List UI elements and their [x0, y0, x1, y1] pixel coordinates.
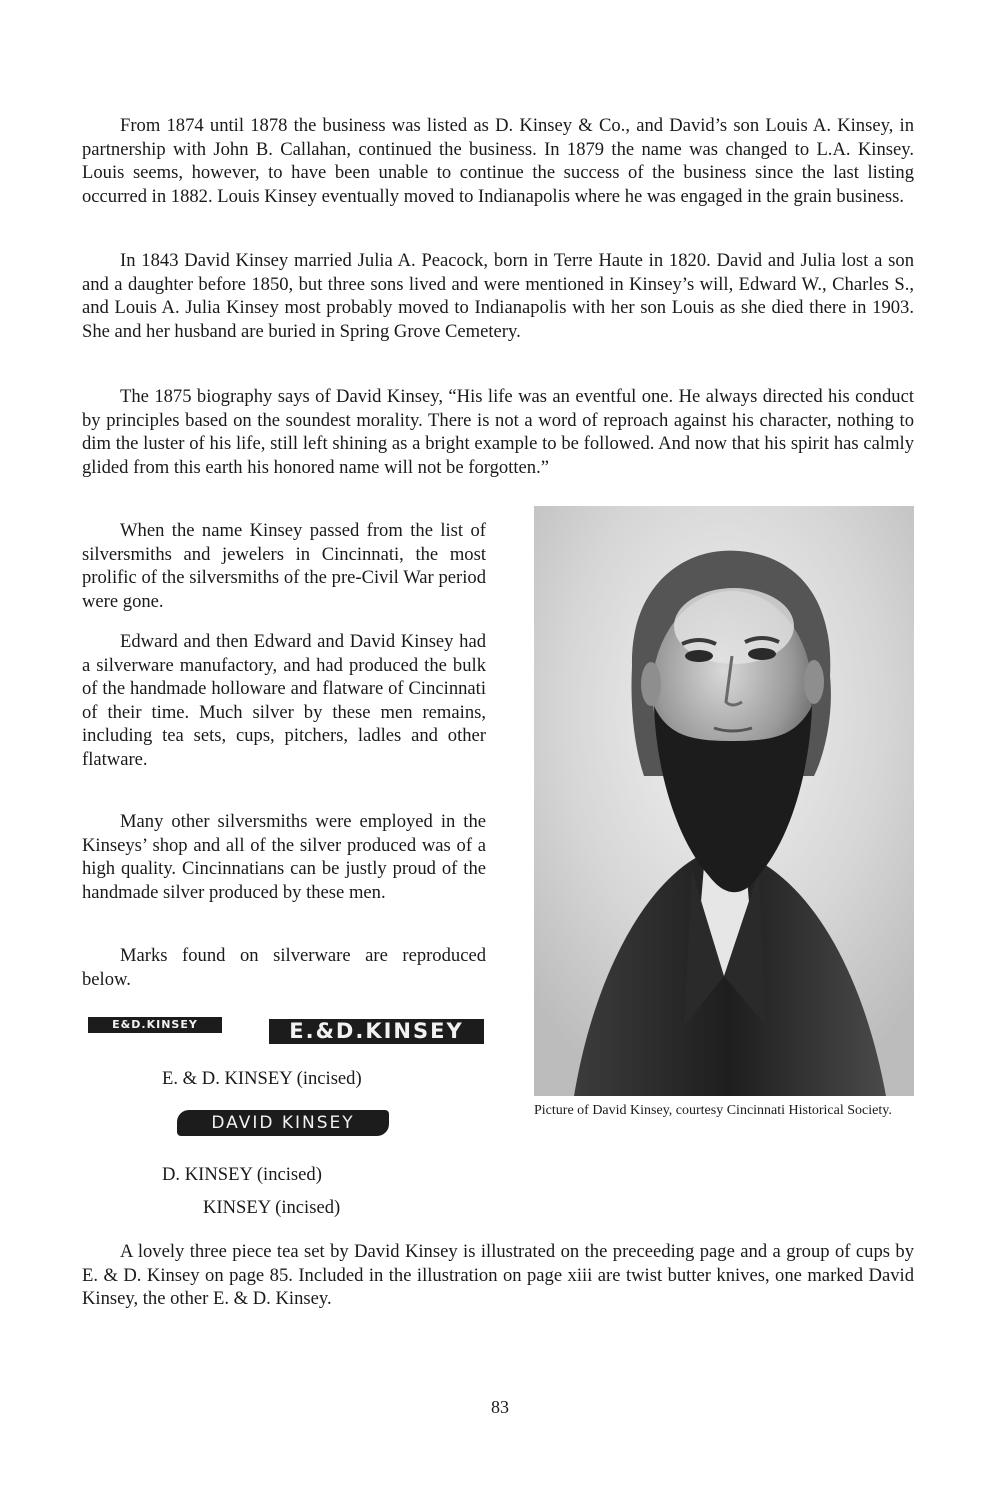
paragraph-shop-quality: Many other silversmiths were employed in the Kinseys’ shop and all of the silver produced was of a high quality. Cincinnatians can be justly proud of the handmade silver produced by these men.	[82, 811, 486, 903]
mark-caption-kinsey: KINSEY (incised)	[203, 1197, 341, 1218]
silver-mark-ed-kinsey-small: E&D.KINSEY	[88, 1017, 222, 1033]
mark-caption-ed-kinsey: E. & D. KINSEY (incised)	[162, 1068, 362, 1089]
portrait-illustration	[534, 506, 914, 1096]
silver-mark-ed-kinsey-large: E.&D.KINSEY	[269, 1019, 484, 1044]
paragraph-marks-intro: Marks found on silverware are reproduced below.	[82, 945, 486, 990]
paragraph-tea-set: A lovely three piece tea set by David Kinsey is illustrated on the preceeding page and a group of cups by E. & D. Kinsey on page 85. Included in the illustration on page xiii are twist butter knives, one marked David Kinsey, the other E. & D. Kinsey.	[82, 1241, 914, 1309]
paragraph-manufactory: Edward and then Edward and David Kinsey had a silverware manufactory, and had produced the bulk of the handmade holloware and flatware of Cincinnati of their time. Much silver by these men remains, including tea sets, cups, pitchers, ladles and other flatware.	[82, 631, 486, 770]
paragraph-business-history: From 1874 until 1878 the business was listed as D. Kinsey & Co., and David’s son Louis A. Kinsey, in partnership with John B. Callahan, continued the business. In 1879 the name was changed to L.A. Kinsey. Louis seems, however, to have been unable to continue the success of the business since the last listing occurred in 1882. Louis Kinsey eventually moved to Indianapolis where he was engaged in the grain business.	[82, 115, 914, 207]
paragraph-name-passed: When the name Kinsey passed from the list of silversmiths and jewelers in Cincinnati, the most prolific of the silversmiths of the pre-Civil War period were gone.	[82, 520, 486, 612]
mark-caption-d-kinsey: D. KINSEY (incised)	[162, 1164, 322, 1185]
paragraph-marriage: In 1843 David Kinsey married Julia A. Peacock, born in Terre Haute in 1820. David and Julia lost a son and a daughter before 1850, but three sons lived and were mentioned in Kinsey’s will, Edward W., Charles S., and Louis A. Julia Kinsey most probably moved to Indianapolis with her son Louis as she died there in 1903. She and her husband are buried in Spring Grove Cemetery.	[82, 250, 914, 342]
portrait-photo	[534, 506, 914, 1096]
page-number: 83	[491, 1397, 509, 1417]
paragraph-biography-quote: The 1875 biography says of David Kinsey, “His life was an eventful one. He always directed his conduct by principles based on the soundest morality. There is not a word of reproach against his character, nothing to dim the luster of his life, still left shining as a bright example to be followed. And now that his spirit has calmly glided from this earth his honored name will not be forgotten.”	[82, 386, 914, 478]
silver-mark-david-kinsey: DAVID KINSEY	[177, 1110, 389, 1136]
portrait-caption: Picture of David Kinsey, courtesy Cincinnati Historical Society.	[534, 1103, 892, 1118]
